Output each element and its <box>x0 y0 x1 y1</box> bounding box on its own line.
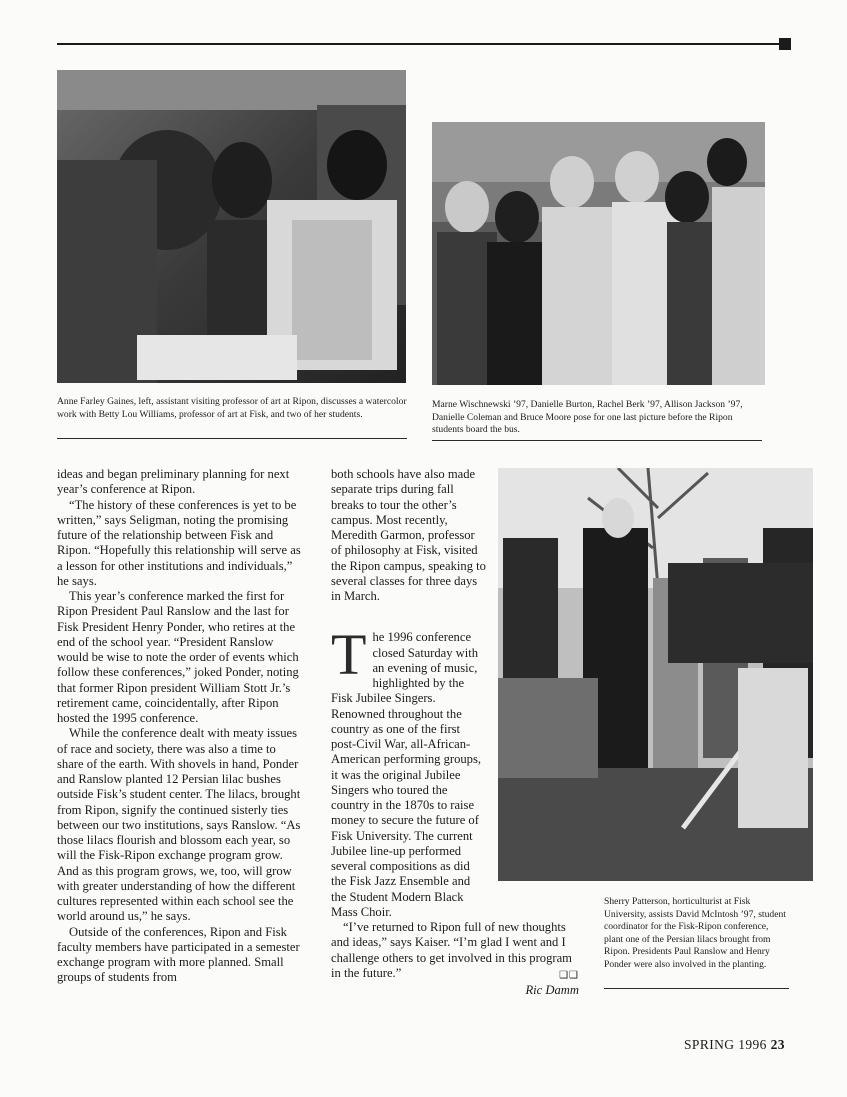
paragraph-text: “I’ve returned to Ripon full of new thoughts and ideas,” says Kaiser. “I’m glad I went and I challenge others to get involved in this program in the future.” <box>331 920 572 980</box>
caption-rule <box>432 440 762 441</box>
photo-art-class-caption: Anne Farley Gaines, left, assistant visiting professor of art at Ripon, discusses a watercolor work with Betty Lou Williams, professor of art at Fisk, and two of her students. <box>57 396 407 420</box>
photo-students-bus-image <box>432 122 765 385</box>
end-mark-icon: ❑❑ <box>559 969 579 981</box>
paragraph: Outside of the conferences, Ripon and Fisk faculty members have participated in a semester exchange program with more planned. Small groups of students from <box>57 924 300 985</box>
page-number: 23 <box>770 1037 785 1052</box>
paragraph-with-dropcap <box>331 622 486 920</box>
photo-tree-planting-caption: Sherry Patterson, horticulturist at Fisk University, assists David McIntosh ’97, student coordinator for the Fisk-Ripon conference, plant one of the Persian lilacs brought from Ripon. Presidents Paul Ranslow and Henry Ponder were also involved in the planting. <box>604 896 786 970</box>
paragraph: While the conference dealt with meaty issues of race and society, there was also a time to share of the earth. With shovels in hand, Ponder and Ranslow planted 12 Persian lilac bushes outside Fisk’s student center. The lilacs, brought from Ripon, signify the continued sisterly ties between our two institutions, says Ranslow. “As those lilacs flourish and blossom each year, so will the Fisk-Ripon exchange program grow. And as this program grows, we, too, will grow with greater understanding of how the different cultures represented within each school see the world around us,” he says. <box>57 726 301 924</box>
article-column-1 <box>57 467 302 986</box>
drop-cap: T <box>331 622 367 688</box>
photo-students-bus-caption: Marne Wischnewski ’97, Danielle Burton, Rachel Berk ’97, Allison Jackson ’97, Danielle Coleman and Bruce Moore pose for one last picture before the Ripon students board the bus. <box>432 399 743 436</box>
page-footer <box>684 1037 785 1053</box>
byline: Ric Damm <box>525 983 579 997</box>
paragraph: “The history of these conferences is yet to be written,” says Seligman, noting the promising future of the relationship between Fisk and Ripon. “Hopefully this relationship will serve as a lesson for other institutions and individuals,” he says. <box>57 497 301 588</box>
photo-art-class-image <box>57 70 406 383</box>
caption-rule <box>57 438 407 439</box>
caption-rule <box>604 988 789 989</box>
paragraph: ideas and began preliminary planning for next year’s conference at Ripon. <box>57 467 290 497</box>
paragraph: This year’s conference marked the first for Ripon President Paul Ranslow and the last for Fisk President Henry Ponder, who retires at the end of the school year. “President Ranslow would be wise to note the order of events which follow these conferences,” joked Ponder, noting that former Ripon president William Stott Jr.’s retirement came, coincidentally, after Ripon hosted the 1995 conference. <box>57 589 299 725</box>
rule-end-square <box>779 38 791 50</box>
issue-label: SPRING 1996 <box>684 1037 767 1052</box>
paragraph: both schools have also made separate trips during fall breaks to tour the other’s campus. Most recently, Meredith Garmon, professor of philosophy at Fisk, visited the Ripon campus, speaking to several classes for three days in March. <box>331 467 486 603</box>
paragraph-text: he 1996 conference closed Saturday with an evening of music, highlighted by the Fisk Jubilee Singers. Renowned throughout the country as one of the first post-Civil War, all-African-American performing groups, it was the original Jubilee Singers who toured the country in the 1870s to raise money to secure the future of Fisk University. The current Jubilee line-up performed several compositions as did the Fisk Jazz Ensemble and the Student Modern Black Mass Choir. <box>331 630 482 919</box>
photo-art-class <box>57 70 406 383</box>
article-column-2 <box>331 467 579 998</box>
photo-students-bus <box>432 122 765 385</box>
top-rule <box>57 43 784 45</box>
paragraph <box>331 920 579 981</box>
column-2-narrow-block <box>331 467 486 920</box>
